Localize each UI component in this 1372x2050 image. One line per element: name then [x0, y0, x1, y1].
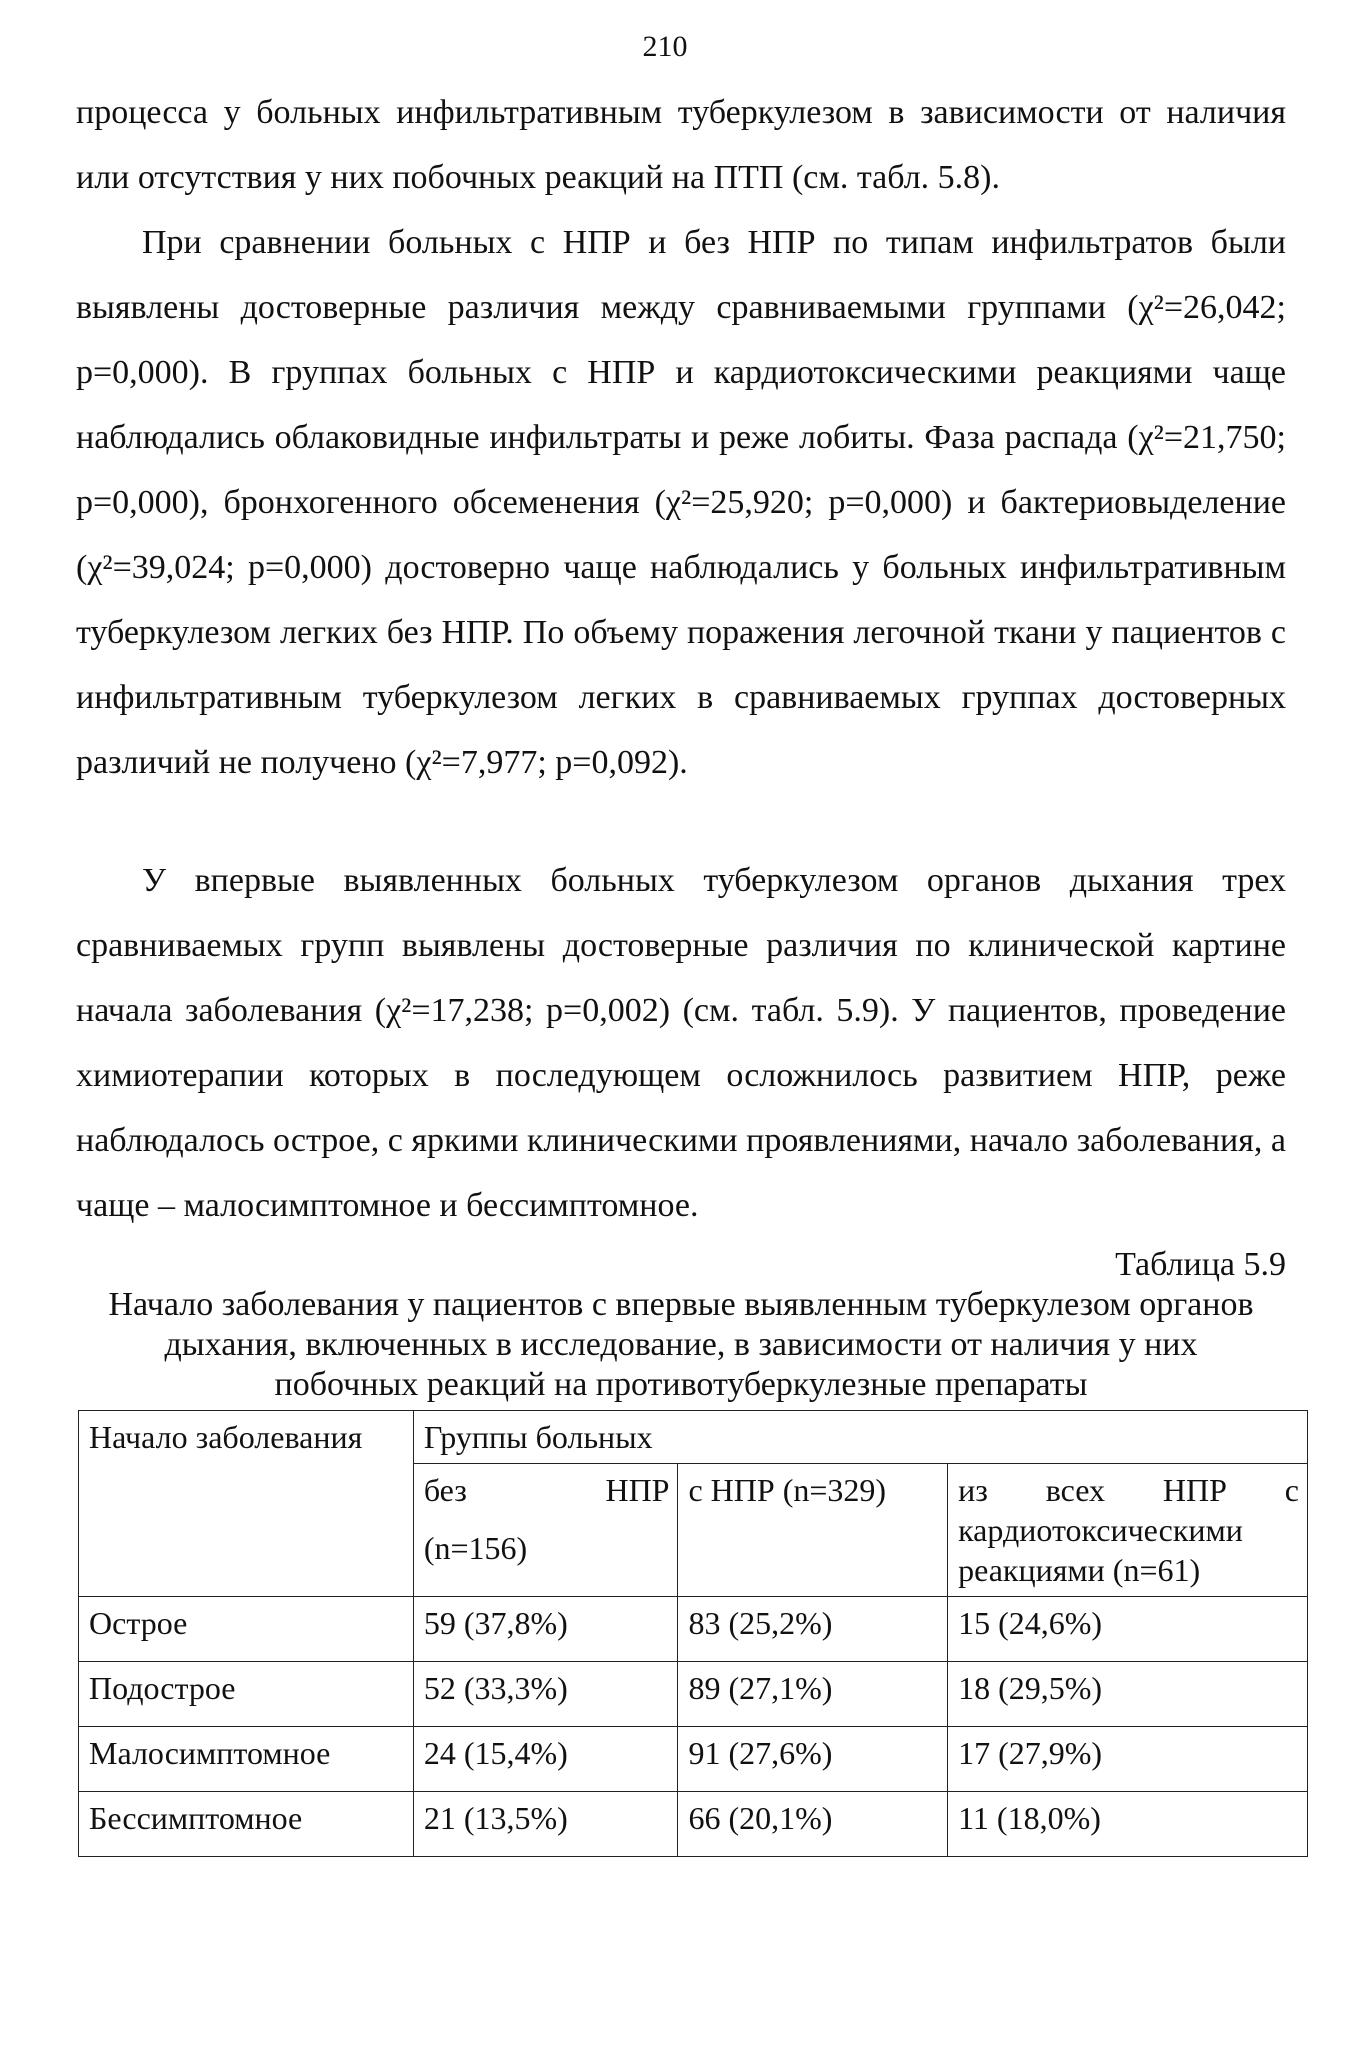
paragraph-disease-onset — [76, 848, 1286, 1238]
row-label: Бессимптомное — [79, 1792, 414, 1857]
cell-value: 15 (24,6%) — [948, 1597, 1308, 1662]
group-header-cell: Группы больных — [413, 1411, 1307, 1464]
row-header-cell: Начало заболевания — [79, 1411, 414, 1597]
cell-value: 18 (29,5%) — [948, 1662, 1308, 1727]
cell-value: 17 (27,9%) — [948, 1727, 1308, 1792]
cell-value: 89 (27,1%) — [678, 1662, 948, 1727]
cell-value: 66 (20,1%) — [678, 1792, 948, 1857]
paragraph-text: У впервые выявленных больных туберкулезом органов дыхания трех сравниваемых групп выявлены достоверные различия по клинической картине начала заболевания (χ²=17,238; p=0,002) (см. табл. 5.9). У пациентов, проведение химиотерапии которых в последующем осложнилось развитием НПР, реже наблюдалось острое, с яркими клиническими проявлениями, начало заболевания, а чаще – малосимптомное и бессимптомное. — [76, 862, 1286, 1224]
table-header-row — [79, 1411, 1308, 1464]
col-header-word: НПР — [605, 1472, 670, 1508]
table-title: Начало заболевания у пациентов с впервые выявленным туберкулезом органов дыхания, включенных в исследование, в зависимости от наличия у них побочных реакций на противотуберкулезные препараты — [108, 1286, 1254, 1403]
row-label: Малосимптомное — [79, 1727, 414, 1792]
table-caption — [76, 1245, 1286, 1405]
table-row — [79, 1727, 1308, 1792]
cell-value: 91 (27,6%) — [678, 1727, 948, 1792]
col-header-n: (n=156) — [423, 1530, 528, 1566]
paragraph-text: процесса у больных инфильтративным туберкулезом в зависимости от наличия или отсутствия у них побочных реакций на ПТП (см. табл. 5.8). — [76, 94, 1286, 196]
paragraph-text: При сравнении больных с НПР и без НПР по типам инфильтратов были выявлены достоверные различия между сравниваемыми группами (χ²=26,042; p=0,000). В группах больных с НПР и кардиотоксическими реакциями чаще наблюдались облаковидные инфильтраты и реже лобиты. Фаза распада (χ²=21,750; p=0,000), бронхогенного обсеменения (χ²=25,920; p=0,000) и бактериовыделение (χ²=39,024; p=0,000) достоверно чаще наблюдались у больных инфильтративным туберкулезом легких без НПР. По объему поражения легочной ткани у пациентов с инфильтративным туберкулезом легких в сравниваемых группах достоверных различий не получено (χ²=7,977; p=0,092). — [76, 224, 1286, 781]
table-label: Таблица 5.9 — [1115, 1246, 1286, 1283]
col-header-with-adr: с НПР (n=329) — [678, 1464, 948, 1597]
cell-value: 21 (13,5%) — [413, 1792, 678, 1857]
paragraph-infiltrate-types — [76, 210, 1286, 795]
cell-value: 24 (15,4%) — [413, 1727, 678, 1792]
page-number: 210 — [642, 30, 688, 63]
cell-value: 11 (18,0%) — [948, 1792, 1308, 1857]
table-row — [79, 1597, 1308, 1662]
row-label: Острое — [79, 1597, 414, 1662]
cell-value: 52 (33,3%) — [413, 1662, 678, 1727]
row-label: Подострое — [79, 1662, 414, 1727]
cell-value: 83 (25,2%) — [678, 1597, 948, 1662]
col-header-word: без — [423, 1472, 467, 1508]
cell-value: 59 (37,8%) — [413, 1597, 678, 1662]
table-row — [79, 1662, 1308, 1727]
onset-table — [78, 1410, 1308, 1857]
table-row — [79, 1792, 1308, 1857]
col-header-without-adr — [413, 1464, 678, 1597]
paragraph-continuation — [76, 80, 1286, 210]
col-header-cardiotoxic: из всех НПР с кардиотоксическими реакциями (n=61) — [948, 1464, 1308, 1597]
